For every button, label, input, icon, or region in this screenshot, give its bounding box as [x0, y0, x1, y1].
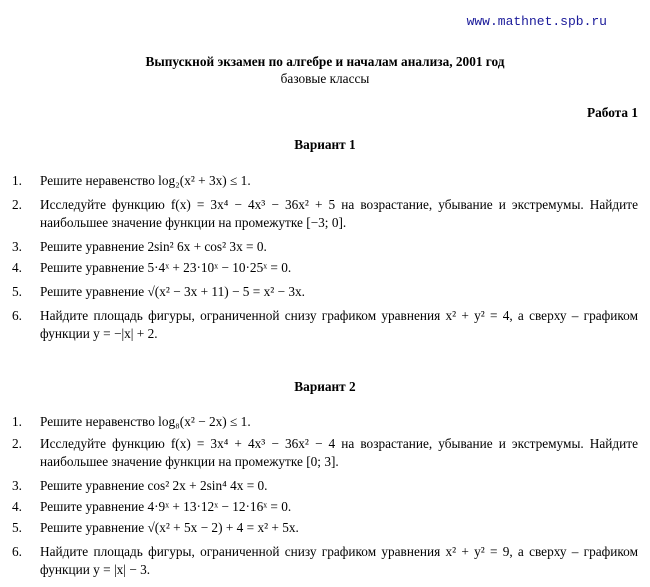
problem-text: Решите уравнение 4·9ˣ + 13·12ˣ − 12·16ˣ = 0. [40, 499, 292, 514]
problem-text: Исследуйте функцию f(x) = 3x⁴ − 4x³ − 36x² + 5 на возрастание, убывание и экстремумы. Найдите наибольшее значение функции на промежутке [−3; 0]. [40, 197, 638, 230]
problem-item [0, 238, 650, 259]
problem-number: 1. [12, 173, 22, 188]
problem-text: Исследуйте функцию f(x) = 3x⁴ + 4x³ − 36x² − 4 на возрастание, убывание и экстремумы. Найдите наибольшее значение функции на промежутке [0; 3]. [40, 436, 638, 469]
problem-item [0, 307, 650, 347]
problem-item [0, 196, 650, 238]
variant-1-problems [0, 172, 650, 347]
problem-text: Найдите площадь фигуры, ограниченной снизу графиком уравнения x² + y² = 9, а сверху – графиком функции y = |x| − 3. [40, 544, 638, 577]
problem-number: 3. [12, 478, 22, 493]
variant-2-title: Вариант 2 [294, 379, 356, 394]
problem-number: 6. [12, 544, 22, 559]
problem-number: 3. [12, 239, 22, 254]
document-subtitle: базовые классы [280, 71, 370, 86]
problem-item [0, 477, 650, 498]
variant-1-title: Вариант 1 [294, 137, 356, 152]
problem-number: 1. [12, 414, 22, 429]
problem-text: Решите уравнение √(x² − 3x + 11) − 5 = x² − 3x. [40, 284, 305, 299]
problem-number: 5. [12, 520, 22, 535]
problem-item [0, 519, 650, 543]
document-title: Выпускной экзамен по алгебре и началам анализа, 2001 год [145, 54, 505, 69]
work-label: Работа 1 [586, 105, 638, 120]
problem-text: Найдите площадь фигуры, ограниченной снизу графиком уравнения x² + y² = 4, а сверху – графиком функции y = −|x| + 2. [40, 308, 638, 341]
problem-number: 4. [12, 260, 22, 275]
problem-text: Решите уравнение 5·4ˣ + 23·10ˣ − 10·25ˣ = 0. [40, 260, 292, 275]
site-url: www.mathnet.spb.ru [466, 14, 607, 29]
variant-2-problems [0, 413, 650, 583]
problem-item [0, 413, 650, 435]
problem-number: 5. [12, 284, 22, 299]
problem-item [0, 435, 650, 477]
problem-number: 2. [12, 436, 22, 451]
problem-number: 2. [12, 197, 22, 212]
problem-text: Решите неравенство log₂(x² + 3x) ≤ 1. [40, 173, 251, 188]
problem-item [0, 172, 650, 196]
problem-item [0, 498, 650, 519]
problem-text: Решите неравенство log₈(x² − 2x) ≤ 1. [40, 414, 251, 429]
problem-number: 4. [12, 499, 22, 514]
problem-item [0, 259, 650, 283]
problem-number: 6. [12, 308, 22, 323]
problem-text: Решите уравнение 2sin² 6x + cos² 3x = 0. [40, 239, 267, 254]
problem-item [0, 283, 650, 307]
problem-text: Решите уравнение √(x² + 5x − 2) + 4 = x² + 5x. [40, 520, 299, 535]
problem-text: Решите уравнение cos² 2x + 2sin⁴ 4x = 0. [40, 478, 268, 493]
problem-item [0, 543, 650, 583]
